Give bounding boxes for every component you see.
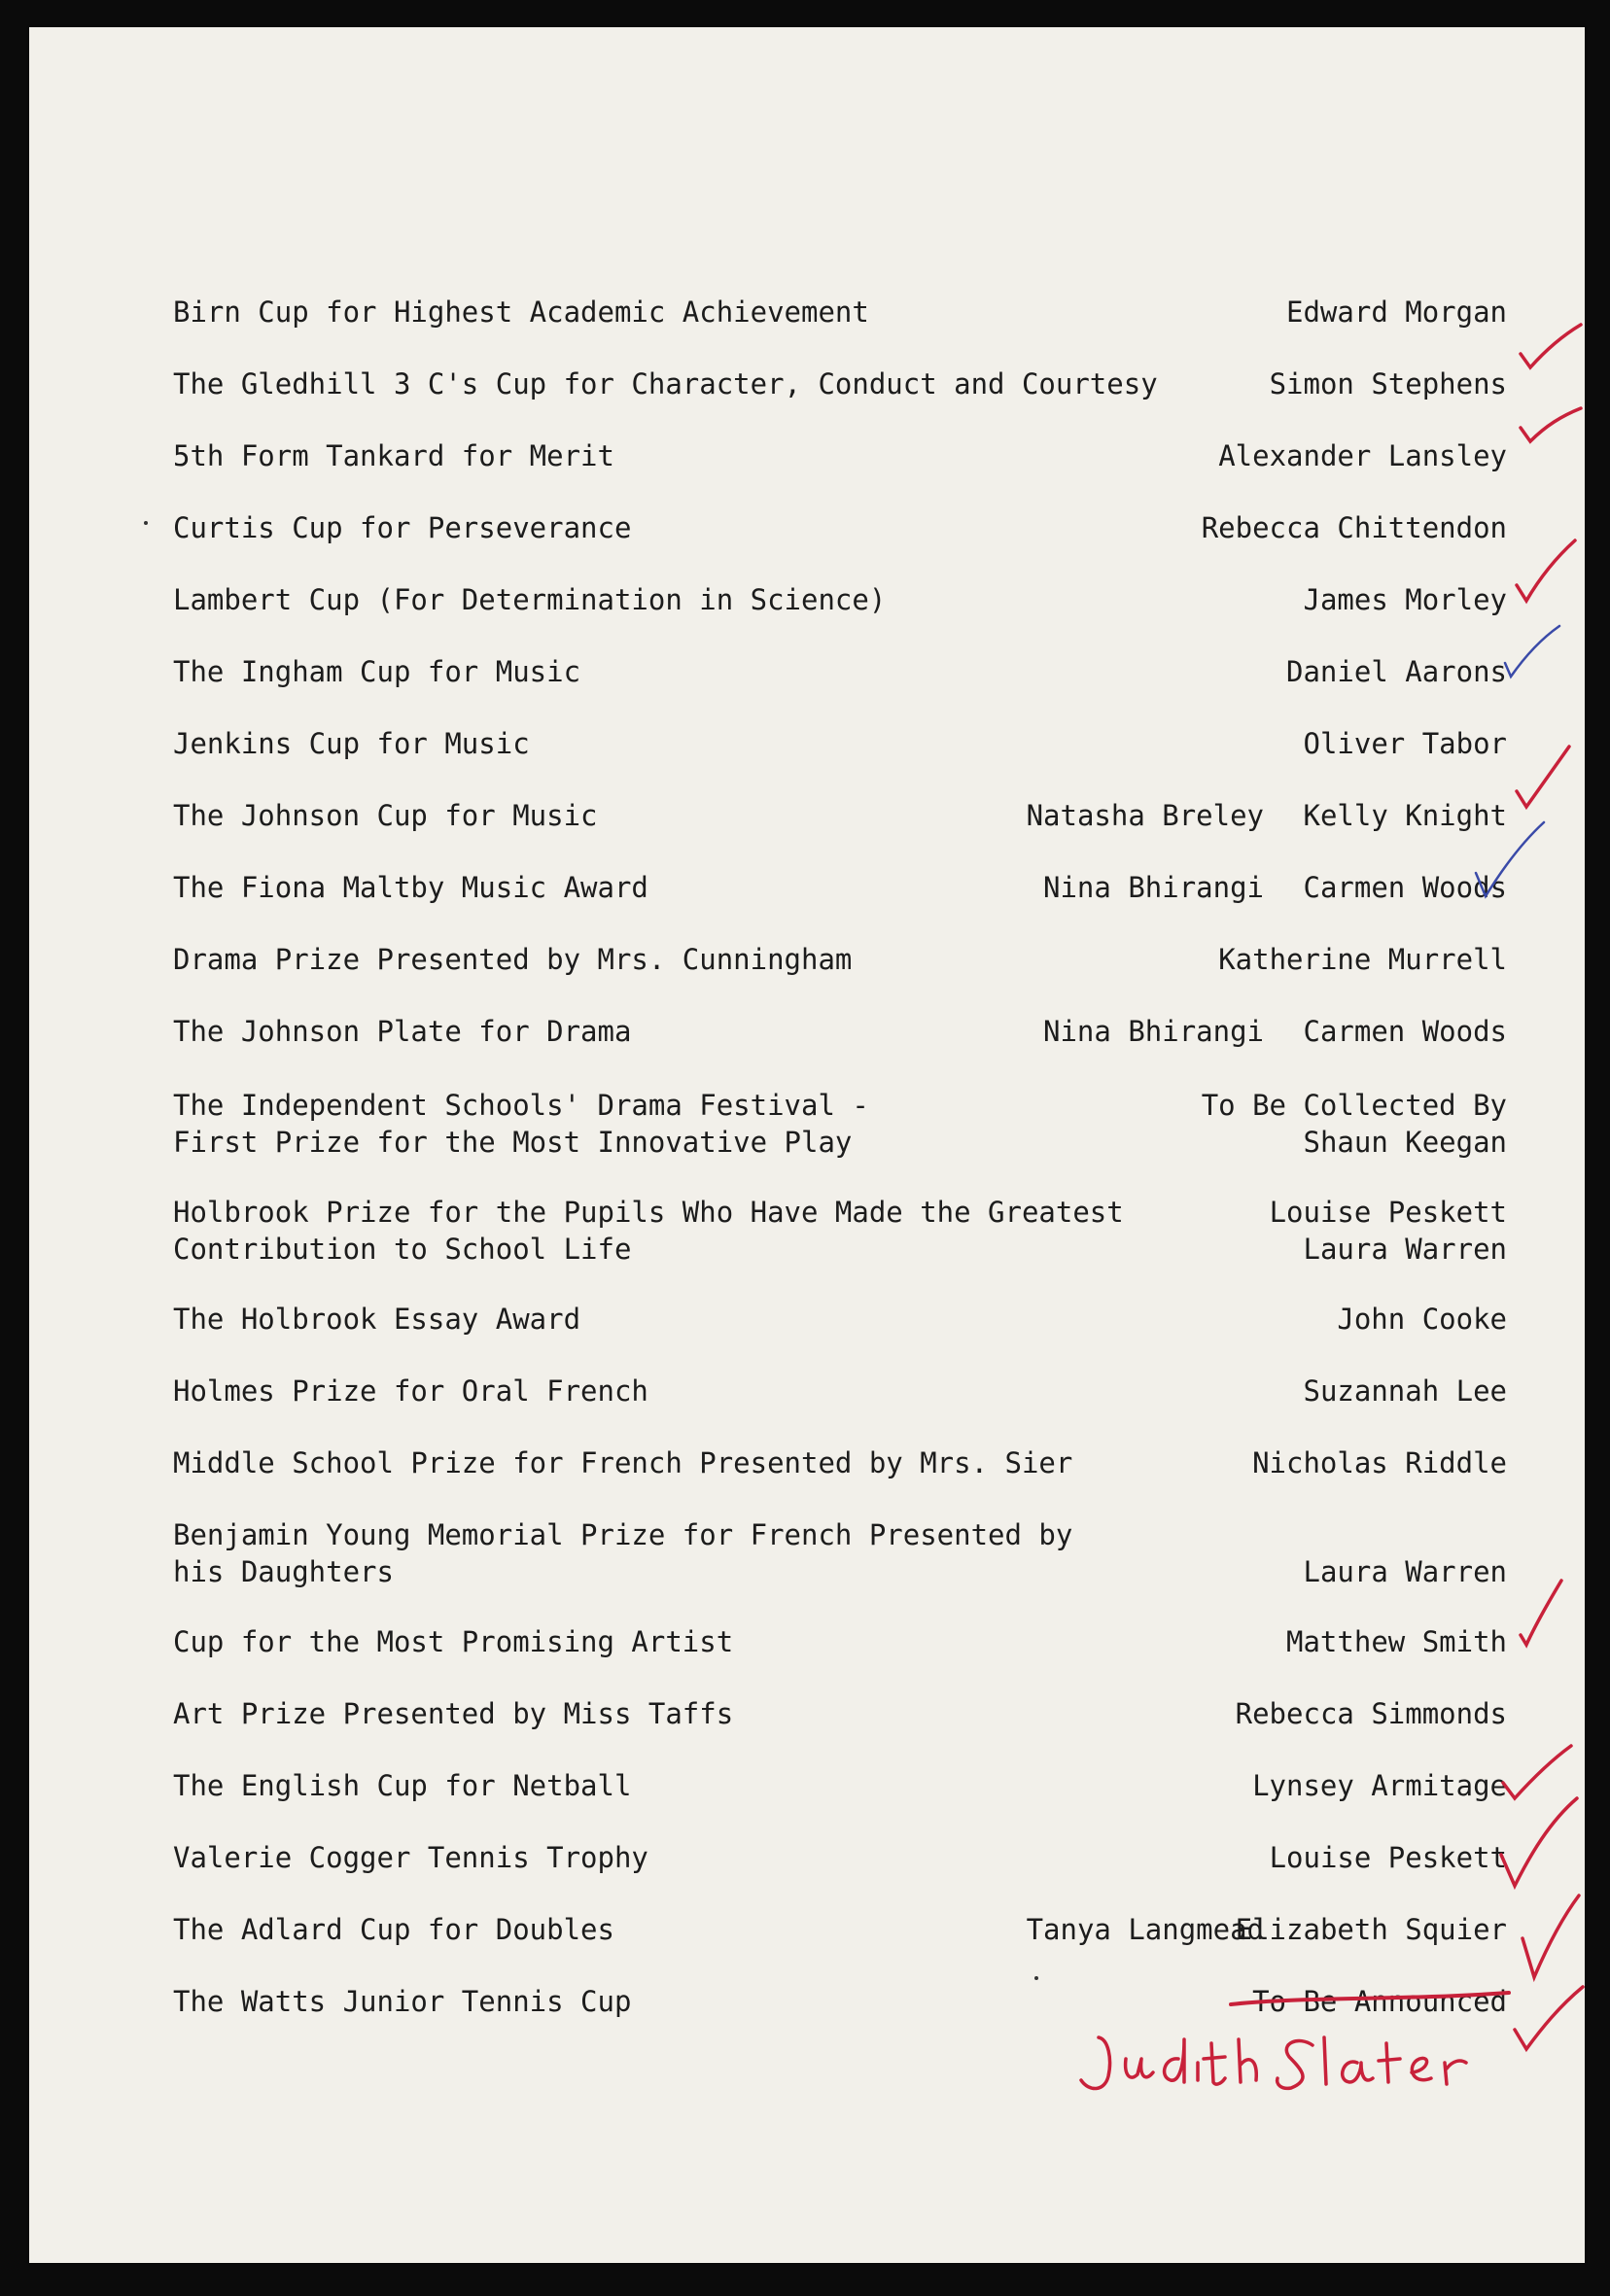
red-check-icon [1513, 535, 1581, 612]
prize-name: Lambert Cup (For Determination in Science) [173, 583, 887, 616]
winner-name: Carmen Woods [1303, 871, 1507, 904]
second-winner-name: Nina Bhirangi [1043, 871, 1264, 904]
prize-name: The Johnson Cup for Music [173, 799, 598, 832]
winner-name: Kelly Knight [1303, 799, 1507, 832]
winner-name: Nicholas Riddle [1252, 1446, 1507, 1479]
prize-name: The Watts Junior Tennis Cup [173, 1985, 632, 2018]
prize-name: Holbrook Prize for the Pupils Who Have Made the Greatest Contribution to School Life [173, 1196, 1124, 1266]
prize-name: Jenkins Cup for Music [173, 727, 530, 760]
prize-name: The Fiona Maltby Music Award [173, 871, 648, 904]
winner-name: To Be Announced [1252, 1985, 1507, 2018]
second-winner-name: Tanya Langmead [1026, 1913, 1264, 1946]
prize-name: Drama Prize Presented by Mrs. Cunningham [173, 943, 853, 976]
winner-name: Laura Warren [1303, 1555, 1507, 1588]
winner-name: Rebecca Chittendon [1201, 511, 1507, 544]
prize-name: Valerie Cogger Tennis Trophy [173, 1841, 648, 1874]
winner-name: Rebecca Simmonds [1235, 1697, 1507, 1730]
winner-name: Daniel Aarons [1286, 655, 1507, 688]
prize-name: Art Prize Presented by Miss Taffs [173, 1697, 734, 1730]
blue-check-icon [1472, 817, 1550, 904]
winner-name: Oliver Tabor [1303, 727, 1507, 760]
winner-name: To Be Collected By Shaun Keegan [1201, 1089, 1507, 1159]
handwritten-name-judith-slater [1069, 2020, 1507, 2107]
red-check-icon [1495, 1792, 1583, 1899]
winner-name: James Morley [1303, 583, 1507, 616]
red-check-icon [1517, 1575, 1575, 1652]
prize-name: The Gledhill 3 C's Cup for Character, Conduct and Courtesy [173, 367, 1158, 400]
prize-name: The Johnson Plate for Drama [173, 1015, 632, 1048]
red-check-icon [1517, 1890, 1585, 1987]
prize-name: Curtis Cup for Perseverance [173, 511, 632, 544]
prize-name: The Ingham Cup for Music [173, 655, 581, 688]
winner-name: Edward Morgan [1286, 296, 1507, 329]
winner-name: Elizabeth Squier [1235, 1913, 1507, 1946]
winner-name: John Cooke [1337, 1303, 1507, 1336]
red-check-icon [1517, 399, 1585, 457]
winner-name: Suzannah Lee [1303, 1374, 1507, 1408]
prize-name: Benjamin Young Memorial Prize for French Presented by his Daughters [173, 1518, 1073, 1588]
prize-name: The English Cup for Netball [173, 1769, 632, 1802]
winner-name: Lynsey Armitage [1252, 1769, 1507, 1802]
prize-name: The Independent Schools' Drama Festival - First Prize for the Most Innovative Play [173, 1089, 869, 1159]
prize-name: 5th Form Tankard for Merit [173, 439, 614, 472]
winner-name: Alexander Lansley [1218, 439, 1507, 472]
document-page [29, 27, 1585, 2263]
prize-name: The Adlard Cup for Doubles [173, 1913, 614, 1946]
winner-name: Carmen Woods [1303, 1015, 1507, 1048]
stray-dot [144, 521, 148, 525]
winner-name: Katherine Murrell [1218, 943, 1507, 976]
winner-name: Matthew Smith [1286, 1625, 1507, 1658]
prize-name: Middle School Prize for French Presented by Mrs. Sier [173, 1446, 1073, 1479]
prize-name: Birn Cup for Highest Academic Achievement [173, 296, 869, 329]
prize-name: The Holbrook Essay Award [173, 1303, 581, 1336]
blue-check-icon [1499, 620, 1567, 688]
red-check-icon [1517, 321, 1585, 379]
red-check-icon [1511, 1981, 1589, 2059]
prize-name: Holmes Prize for Oral French [173, 1374, 648, 1408]
stray-dot [1034, 1976, 1038, 1980]
second-winner-name: Nina Bhirangi [1043, 1015, 1264, 1048]
winner-name: Simon Stephens [1269, 367, 1507, 400]
second-winner-name: Natasha Breley [1026, 799, 1264, 832]
prize-name: Cup for the Most Promising Artist [173, 1625, 734, 1658]
winner-name: Louise Peskett [1269, 1841, 1507, 1874]
winner-name: Louise Peskett Laura Warren [1269, 1196, 1507, 1266]
red-check-icon [1513, 741, 1581, 818]
